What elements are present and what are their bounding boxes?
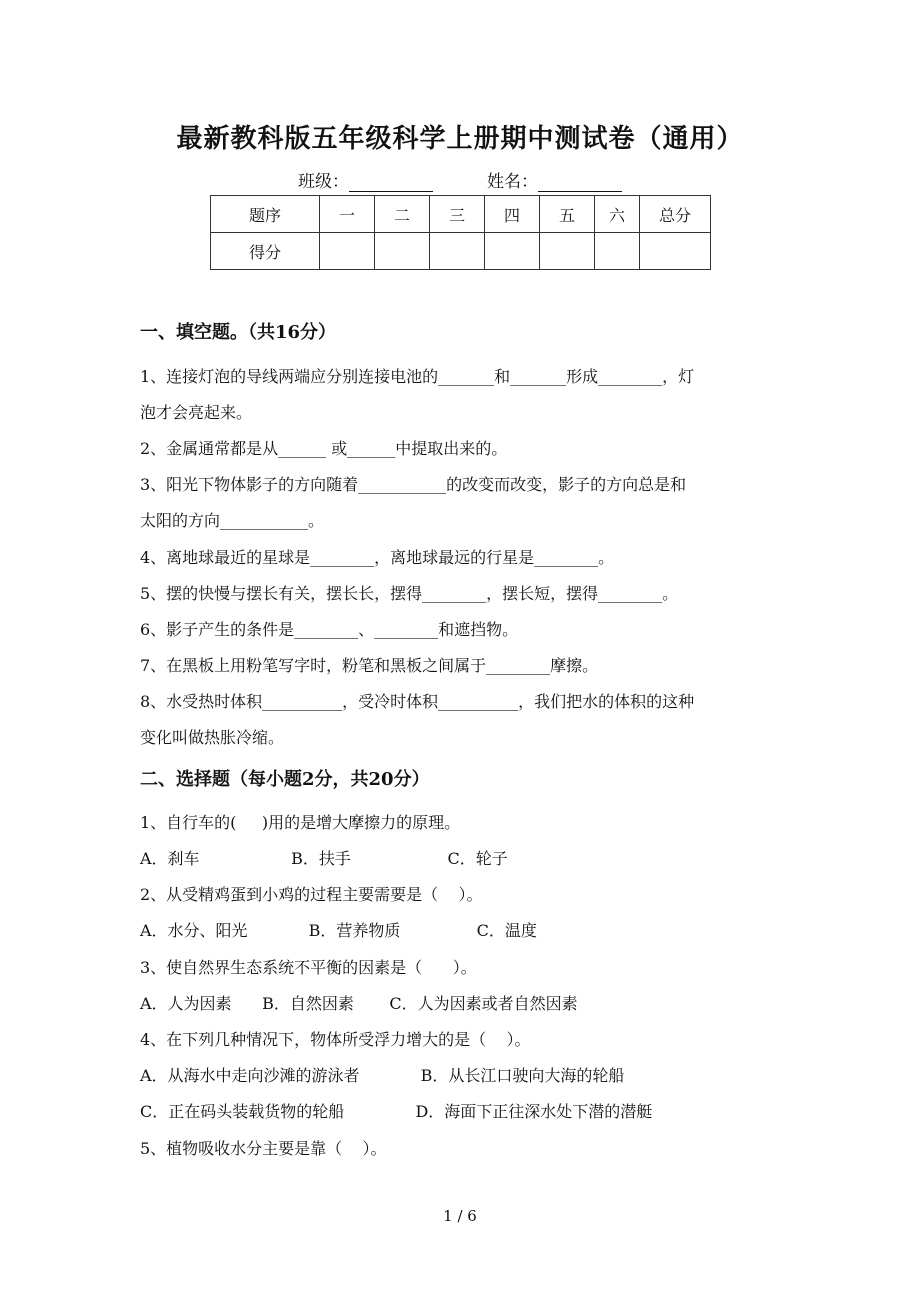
- question-line: 泡才会亮起来。: [140, 403, 253, 422]
- question-line: 2、金属通常都是从______ 或______中提取出来的。: [140, 439, 508, 458]
- score-header-cell: 五: [540, 196, 595, 233]
- score-cell: [540, 233, 595, 270]
- score-header-cell: 四: [485, 196, 540, 233]
- score-cell: [640, 233, 711, 270]
- option-line: A．刹车 B．扶手 C．轮子: [140, 849, 508, 868]
- section-heading-multiple-choice: 二、选择题（每小题2分，共20分）: [140, 769, 430, 790]
- name-blank: [538, 173, 622, 192]
- score-cell: [595, 233, 640, 270]
- score-cell: [375, 233, 430, 270]
- question-line: 1、自行车的( )用的是增大摩擦力的原理。: [140, 813, 461, 832]
- question-line: 3、使自然界生态系统不平衡的因素是（ ）。: [140, 958, 477, 977]
- score-header-cell: 题序: [211, 196, 320, 233]
- option-line: C．正在码头装载货物的轮船 D．海面下正往深水处下潜的潜艇: [140, 1102, 653, 1121]
- class-blank: [349, 173, 433, 192]
- question-line: 7、在黑板上用粉笔写字时，粉笔和黑板之间属于________摩擦。: [140, 656, 599, 675]
- option-line: A．人为因素 B．自然因素 C．人为因素或者自然因素: [140, 994, 578, 1013]
- option-line: A．水分、阳光 B．营养物质 C．温度: [140, 921, 537, 940]
- score-cell: [485, 233, 540, 270]
- question-line: 4、离地球最近的星球是________，离地球最远的行星是________。: [140, 548, 615, 567]
- score-header-cell: 六: [595, 196, 640, 233]
- document-title: 最新教科版五年级科学上册期中测试卷（通用）: [176, 124, 744, 154]
- question-line: 6、影子产生的条件是________、________和遮挡物。: [140, 620, 519, 639]
- score-table-score-row: [211, 233, 711, 270]
- score-header-cell: 三: [430, 196, 485, 233]
- class-label: 班级：: [298, 172, 349, 192]
- score-cell: [430, 233, 485, 270]
- question-line: 4、在下列几种情况下，物体所受浮力增大的是（ ）。: [140, 1030, 531, 1049]
- score-cell: [320, 233, 375, 270]
- name-label: 姓名：: [487, 172, 538, 192]
- score-table-header-row: [211, 196, 711, 233]
- score-table: [210, 195, 711, 270]
- question-line: 3、阳光下物体影子的方向随着___________的改变而改变，影子的方向总是和: [140, 475, 687, 494]
- question-line: 5、摆的快慢与摆长有关，摆长长，摆得________，摆长短，摆得________。: [140, 584, 679, 603]
- section-heading-fill-blank: 一、填空题。（共16分）: [140, 322, 337, 343]
- score-row-label: 得分: [211, 233, 320, 270]
- question-line: 5、植物吸收水分主要是靠（ ）。: [140, 1139, 387, 1158]
- student-info: [0, 167, 920, 192]
- option-line: A．从海水中走向沙滩的游泳者 B．从长江口驶向大海的轮船: [140, 1066, 625, 1085]
- question-line: 2、从受精鸡蛋到小鸡的过程主要需要是（ ）。: [140, 885, 483, 904]
- score-header-cell: 总分: [640, 196, 711, 233]
- score-header-cell: 一: [320, 196, 375, 233]
- question-line: 太阳的方向___________。: [140, 511, 325, 530]
- question-line: 1、连接灯泡的导线两端应分别连接电池的_______和_______形成________，灯: [140, 367, 695, 386]
- question-line: 8、水受热时体积__________，受冷时体积__________，我们把水的体积的这种: [140, 692, 695, 711]
- question-line: 变化叫做热胀冷缩。: [140, 728, 285, 747]
- score-header-cell: 二: [375, 196, 430, 233]
- page-number: 1 / 6: [443, 1207, 477, 1225]
